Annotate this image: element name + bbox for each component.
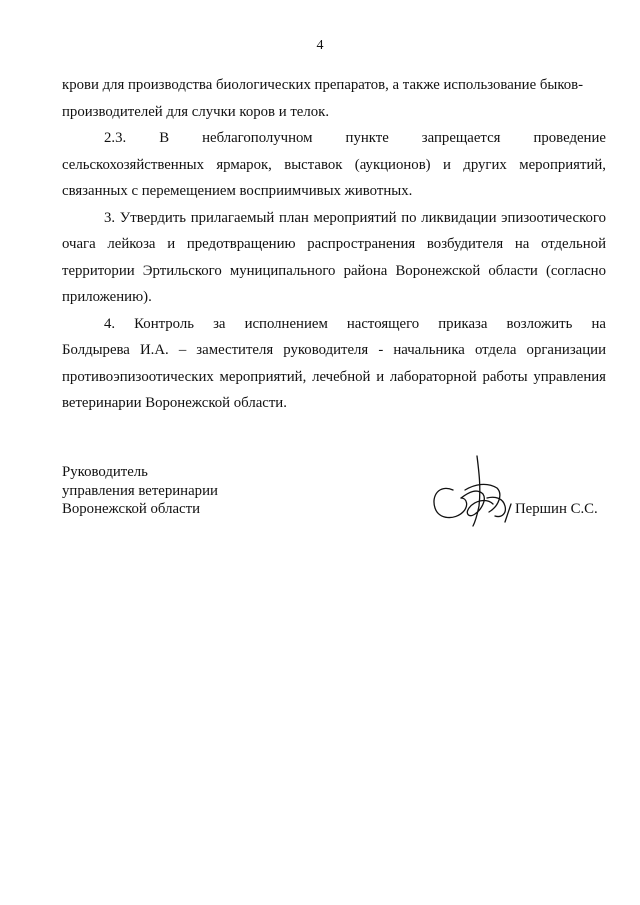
line-text: крови для производства биологических препаратов, а также использование быков- xyxy=(62,77,584,93)
signatory-title-line: Воронежской области xyxy=(62,501,200,517)
paragraph-line: производителей для случки коров и телок. xyxy=(62,103,330,120)
signatory-title-line: Руководитель xyxy=(62,464,148,480)
handwritten-signature xyxy=(425,448,525,528)
word: Контроль xyxy=(134,315,195,332)
paragraph-rest: сельскохозяйственных ярмарок, выставок (аукционов) и других мероприятий, связанных с перемещением восприимчивых животных. xyxy=(62,156,606,199)
word: приказа xyxy=(438,315,488,332)
word: проведение xyxy=(533,130,606,146)
signatory-title xyxy=(62,463,218,519)
page-number: 4 xyxy=(316,38,324,53)
word: В xyxy=(159,130,170,146)
paragraph-first-line xyxy=(62,311,606,338)
paragraph-item-3: 3. Утвердить прилагаемый план мероприятий по ликвидации эпизоотического очага лейкоза и предотвращению распространения возбудителя на отдельной территории Эртильского муниципального района Воронежской области (согласно приложению). xyxy=(62,209,606,305)
paragraph-first-line xyxy=(62,125,606,152)
signatory-title-line: управления ветеринарии xyxy=(62,482,218,499)
paragraph-item-4 xyxy=(62,311,606,417)
word: возложить xyxy=(506,315,573,332)
document-body xyxy=(62,72,606,417)
signer-name: Першин С.С. xyxy=(515,501,598,517)
word: настоящего xyxy=(346,315,420,332)
paragraph-line xyxy=(62,72,606,99)
paragraph-continuation xyxy=(62,72,606,125)
word: за xyxy=(213,315,226,332)
paragraph-rest: Болдырева И.А. – заместителя руководителя - начальника отдела организации противоэпизоотических мероприятий, лечебной и лабораторной работы управления ветеринарии Воронежской области. xyxy=(62,342,606,411)
item-number: 2.3. xyxy=(104,130,127,146)
word: исполнением xyxy=(244,315,328,332)
word: на xyxy=(591,315,606,332)
paragraph-item-2-3 xyxy=(62,125,606,205)
word: запрещается xyxy=(421,130,501,146)
word: неблагополучном xyxy=(202,130,313,146)
item-number: 4. xyxy=(104,315,116,332)
word: пункте xyxy=(345,130,389,146)
